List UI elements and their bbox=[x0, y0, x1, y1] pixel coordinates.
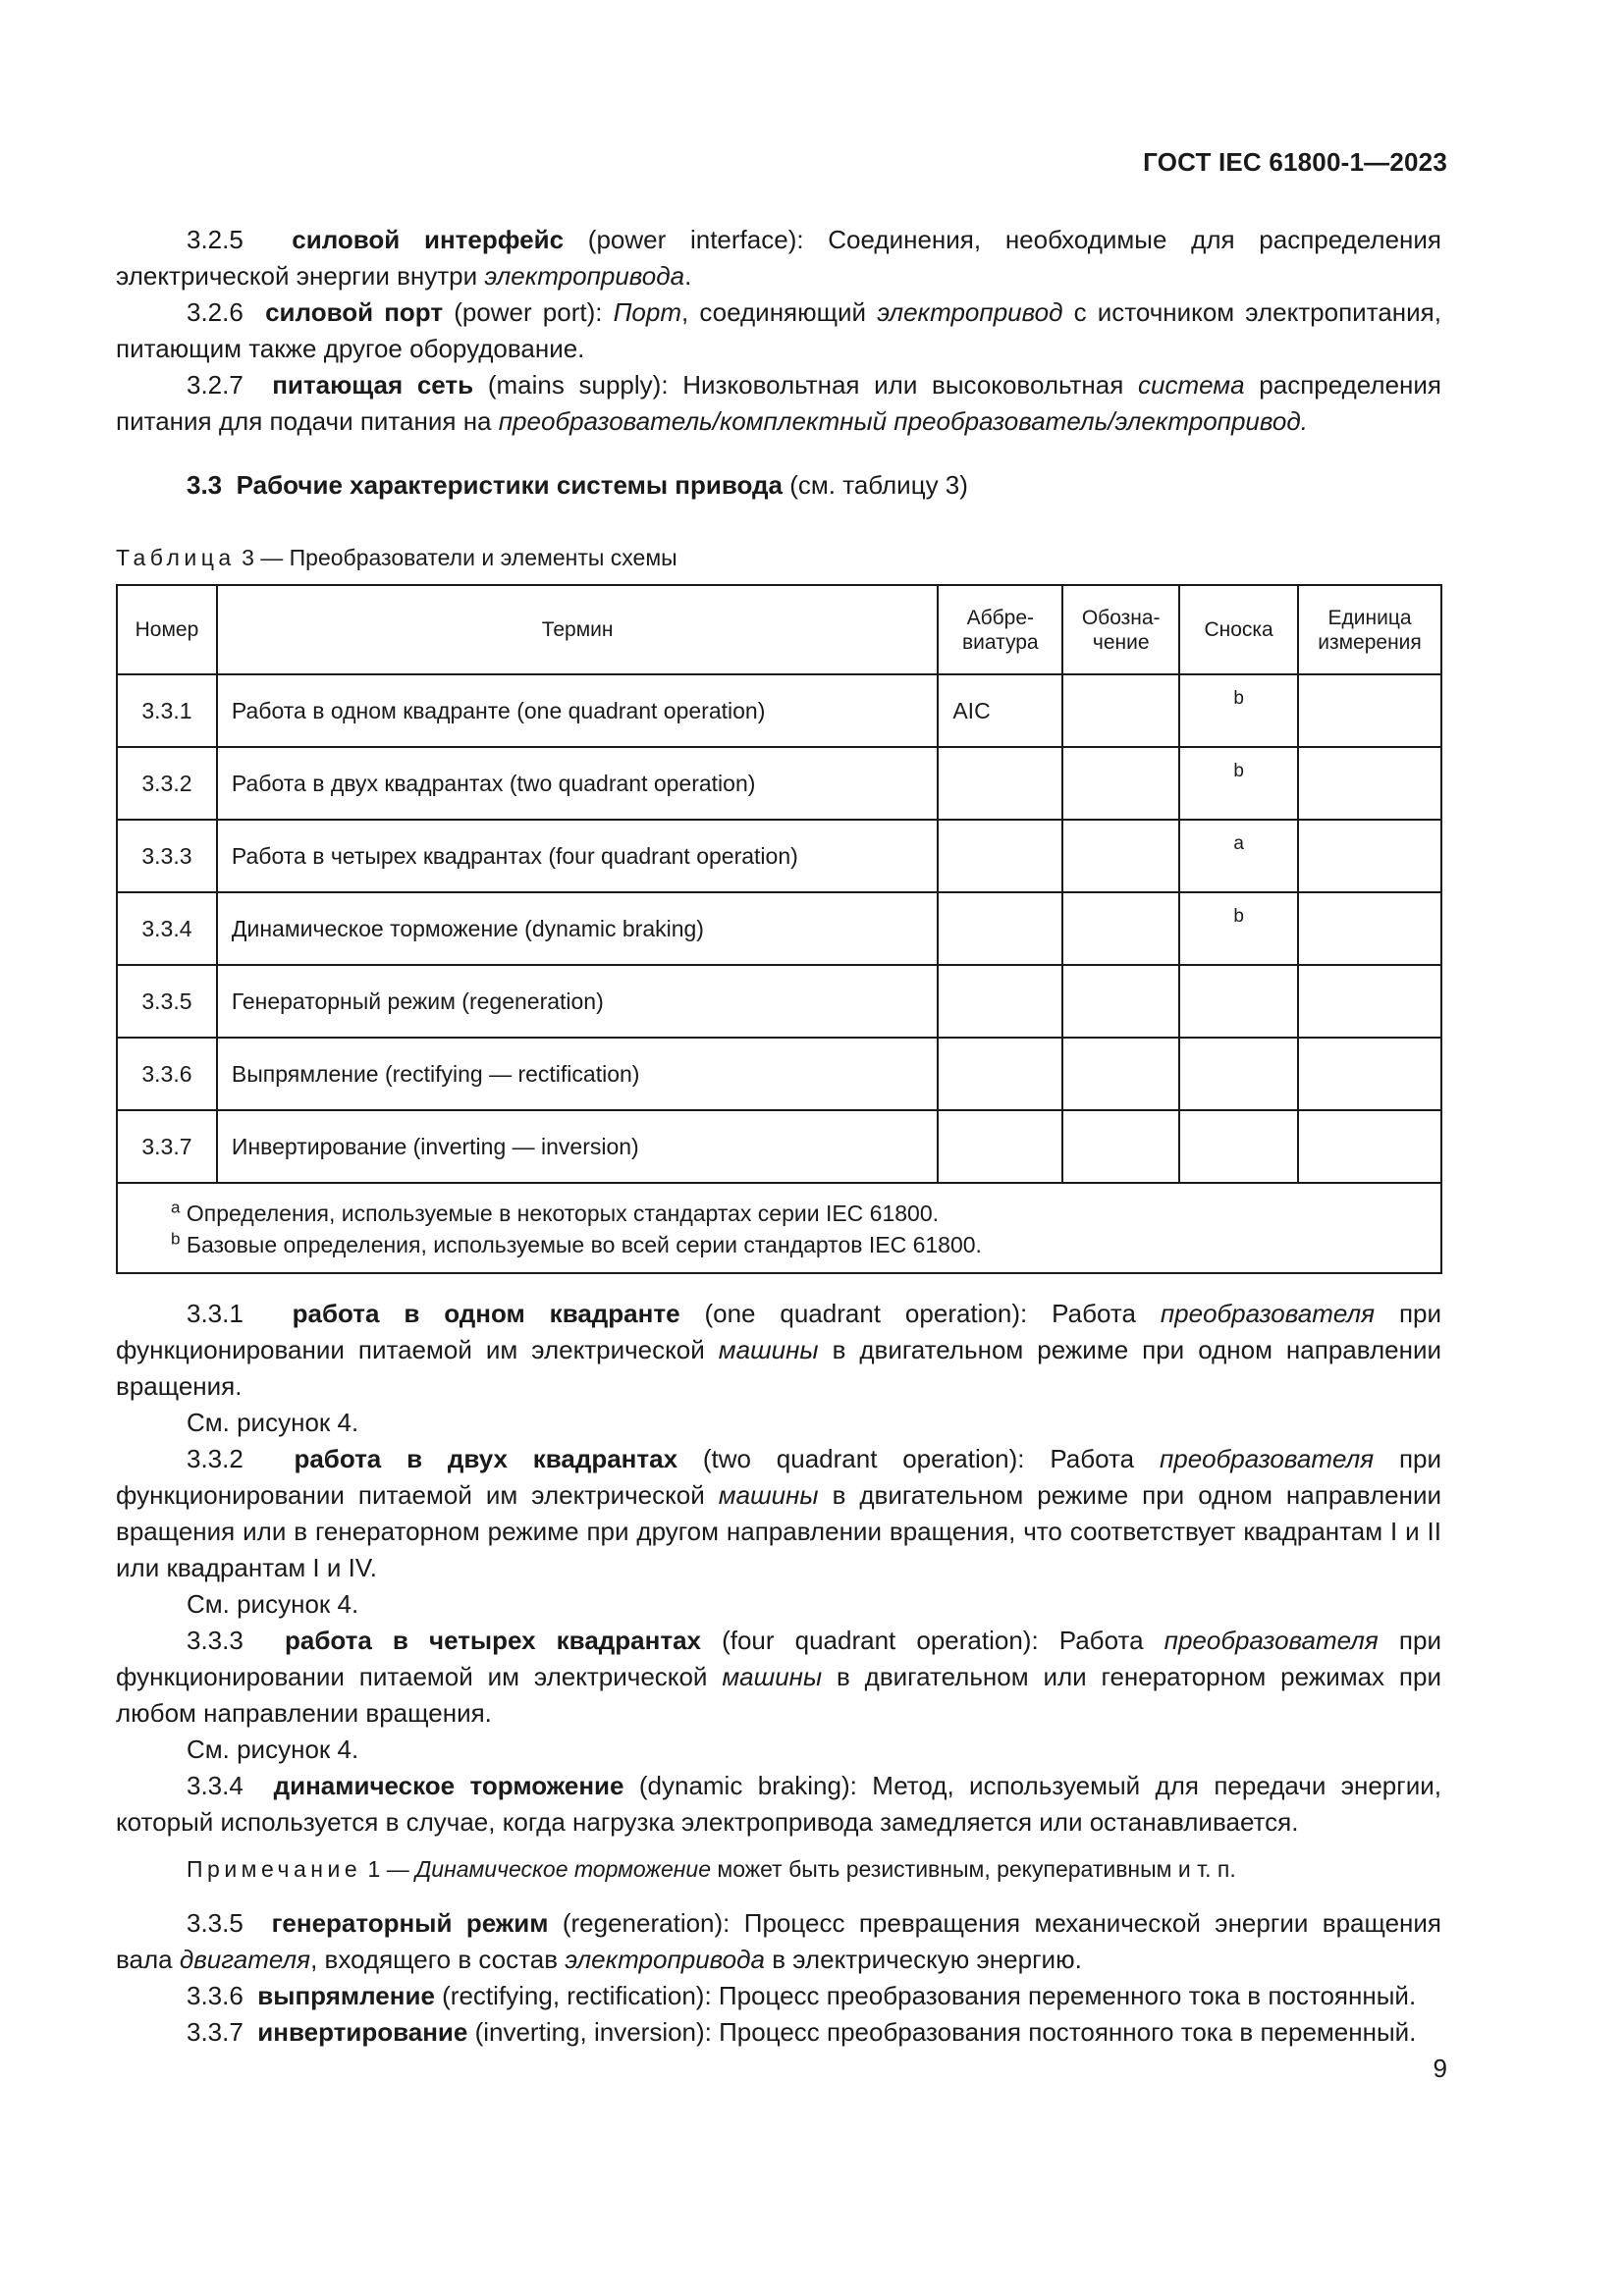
page-number: 9 bbox=[1433, 2054, 1447, 2083]
header-term: Термин bbox=[217, 585, 938, 674]
definition-3-3-7: 3.3.7 инвертирование (inverting, inversion): Процесс преобразования постоянного тока в переменный. bbox=[187, 2017, 1417, 2047]
definition-3-3-2: 3.3.2 работа в двух квадрантах (two quadrant operation): Работа преобразователя при функционировании питаемой им электрической машины в двигательном режиме при одном направлении вращения или в генераторном режиме при другом направлении вращения, что соответствует квадрантам I и II или квадрантам I и IV. bbox=[116, 1444, 1441, 1582]
definition-3-3-1: 3.3.1 работа в одном квадранте (one quadrant operation): Работа преобразователя при функционировании питаемой им электрической машины в двигательном режиме при одном направлении вращения. bbox=[116, 1299, 1441, 1401]
see-figure: См. рисунок 4. bbox=[187, 1408, 359, 1437]
definition-3-2-7: 3.2.7 питающая сеть (mains supply): Низковольтная или высоковольтная система распределения питания для подачи питания на преобразователь/комплектный преобразователь/электропривод. bbox=[116, 370, 1441, 436]
definition-3-3-5: 3.3.5 генераторный режим (regeneration): Процесс превращения механической энергии вращения вала двигателя, входящего в состав электропривода в электрическую энергию. bbox=[116, 1908, 1442, 1974]
table-row: 3.3.6 Выпрямление (rectifying — rectification) bbox=[117, 1038, 1441, 1110]
table-row: 3.3.1 Работа в одном квадранте (one quadrant operation) AIC b bbox=[117, 674, 1441, 747]
header-unit: Единица измерения bbox=[1298, 585, 1441, 674]
table-row: 3.3.2 Работа в двух квадрантах (two quadrant operation) b bbox=[117, 747, 1441, 820]
header-designation: Обозна- чение bbox=[1062, 585, 1179, 674]
section-title: Рабочие характеристики системы привода bbox=[236, 470, 783, 500]
header-abbr: Аббре- виатура bbox=[938, 585, 1062, 674]
definition-3-2-6: 3.2.6 силовой порт (power port): Порт, соединяющий электропривод с источником электропитания, питающим также другое оборудование. bbox=[116, 297, 1441, 363]
see-figure: См. рисунок 4. bbox=[187, 1589, 359, 1619]
page-content bbox=[116, 222, 1441, 2051]
document-code: ГОСТ IEC 61800-1—2023 bbox=[1143, 147, 1447, 177]
section-heading-3-3: 3.3 Рабочие характеристики системы привода (см. таблицу 3) bbox=[187, 470, 968, 500]
footnote-a: $^a$ Определения, используемые в некоторых стандартах серии IEC 61800. bbox=[171, 1198, 940, 1226]
footnote-b: $^b$ Базовые определения, используемые во всей серии стандартов IEC 61800. bbox=[171, 1229, 982, 1257]
definition-3-3-6: 3.3.6 выпрямление (rectifying, rectification): Процесс преобразования переменного тока в постоянный. bbox=[187, 1981, 1417, 2010]
definition-3-3-3: 3.3.3 работа в четырех квадрантах (four quadrant operation): Работа преобразователя при функционировании питаемой им электрической машины в двигательном или генераторном режимах при любом направлении вращения. bbox=[116, 1626, 1441, 1728]
header-num: Номер bbox=[117, 585, 217, 674]
table-row: 3.3.5 Генераторный режим (regeneration) bbox=[117, 965, 1441, 1038]
converter-terms-table bbox=[116, 584, 1442, 1274]
note-1: Примечание 1 — Динамическое торможение может быть резистивным, рекуперативным и т. п. bbox=[187, 1856, 1236, 1882]
header-note: Сноска bbox=[1179, 585, 1298, 674]
definition-3-2-5: 3.2.5 силовой интерфейс (power interface): Соединения, необходимые для распределения электрической энергии внутри электропривода. bbox=[116, 225, 1441, 291]
table-caption: Таблица 3 — Преобразователи и элементы схемы bbox=[116, 545, 677, 570]
see-figure: См. рисунок 4. bbox=[187, 1735, 359, 1764]
term: силовой порт bbox=[265, 297, 444, 327]
table-row: 3.3.3 Работа в четырех квадрантах (four quadrant operation) a bbox=[117, 820, 1441, 892]
table-row: 3.3.7 Инвертирование (inverting — inversion) bbox=[117, 1110, 1441, 1183]
term: силовой интерфейс bbox=[292, 225, 565, 254]
definition-3-3-4: 3.3.4 динамическое торможение (dynamic braking): Метод, используемый для передачи энергии, который используется в случае, когда нагрузка электропривода замедляется или останавливается. bbox=[116, 1771, 1442, 1837]
table-footnotes bbox=[117, 1183, 1441, 1273]
table-row: 3.3.4 Динамическое торможение (dynamic braking) b bbox=[117, 892, 1441, 965]
table-header-row bbox=[117, 585, 1441, 674]
term: питающая сеть bbox=[272, 370, 474, 400]
table-footnotes-row bbox=[117, 1183, 1441, 1273]
